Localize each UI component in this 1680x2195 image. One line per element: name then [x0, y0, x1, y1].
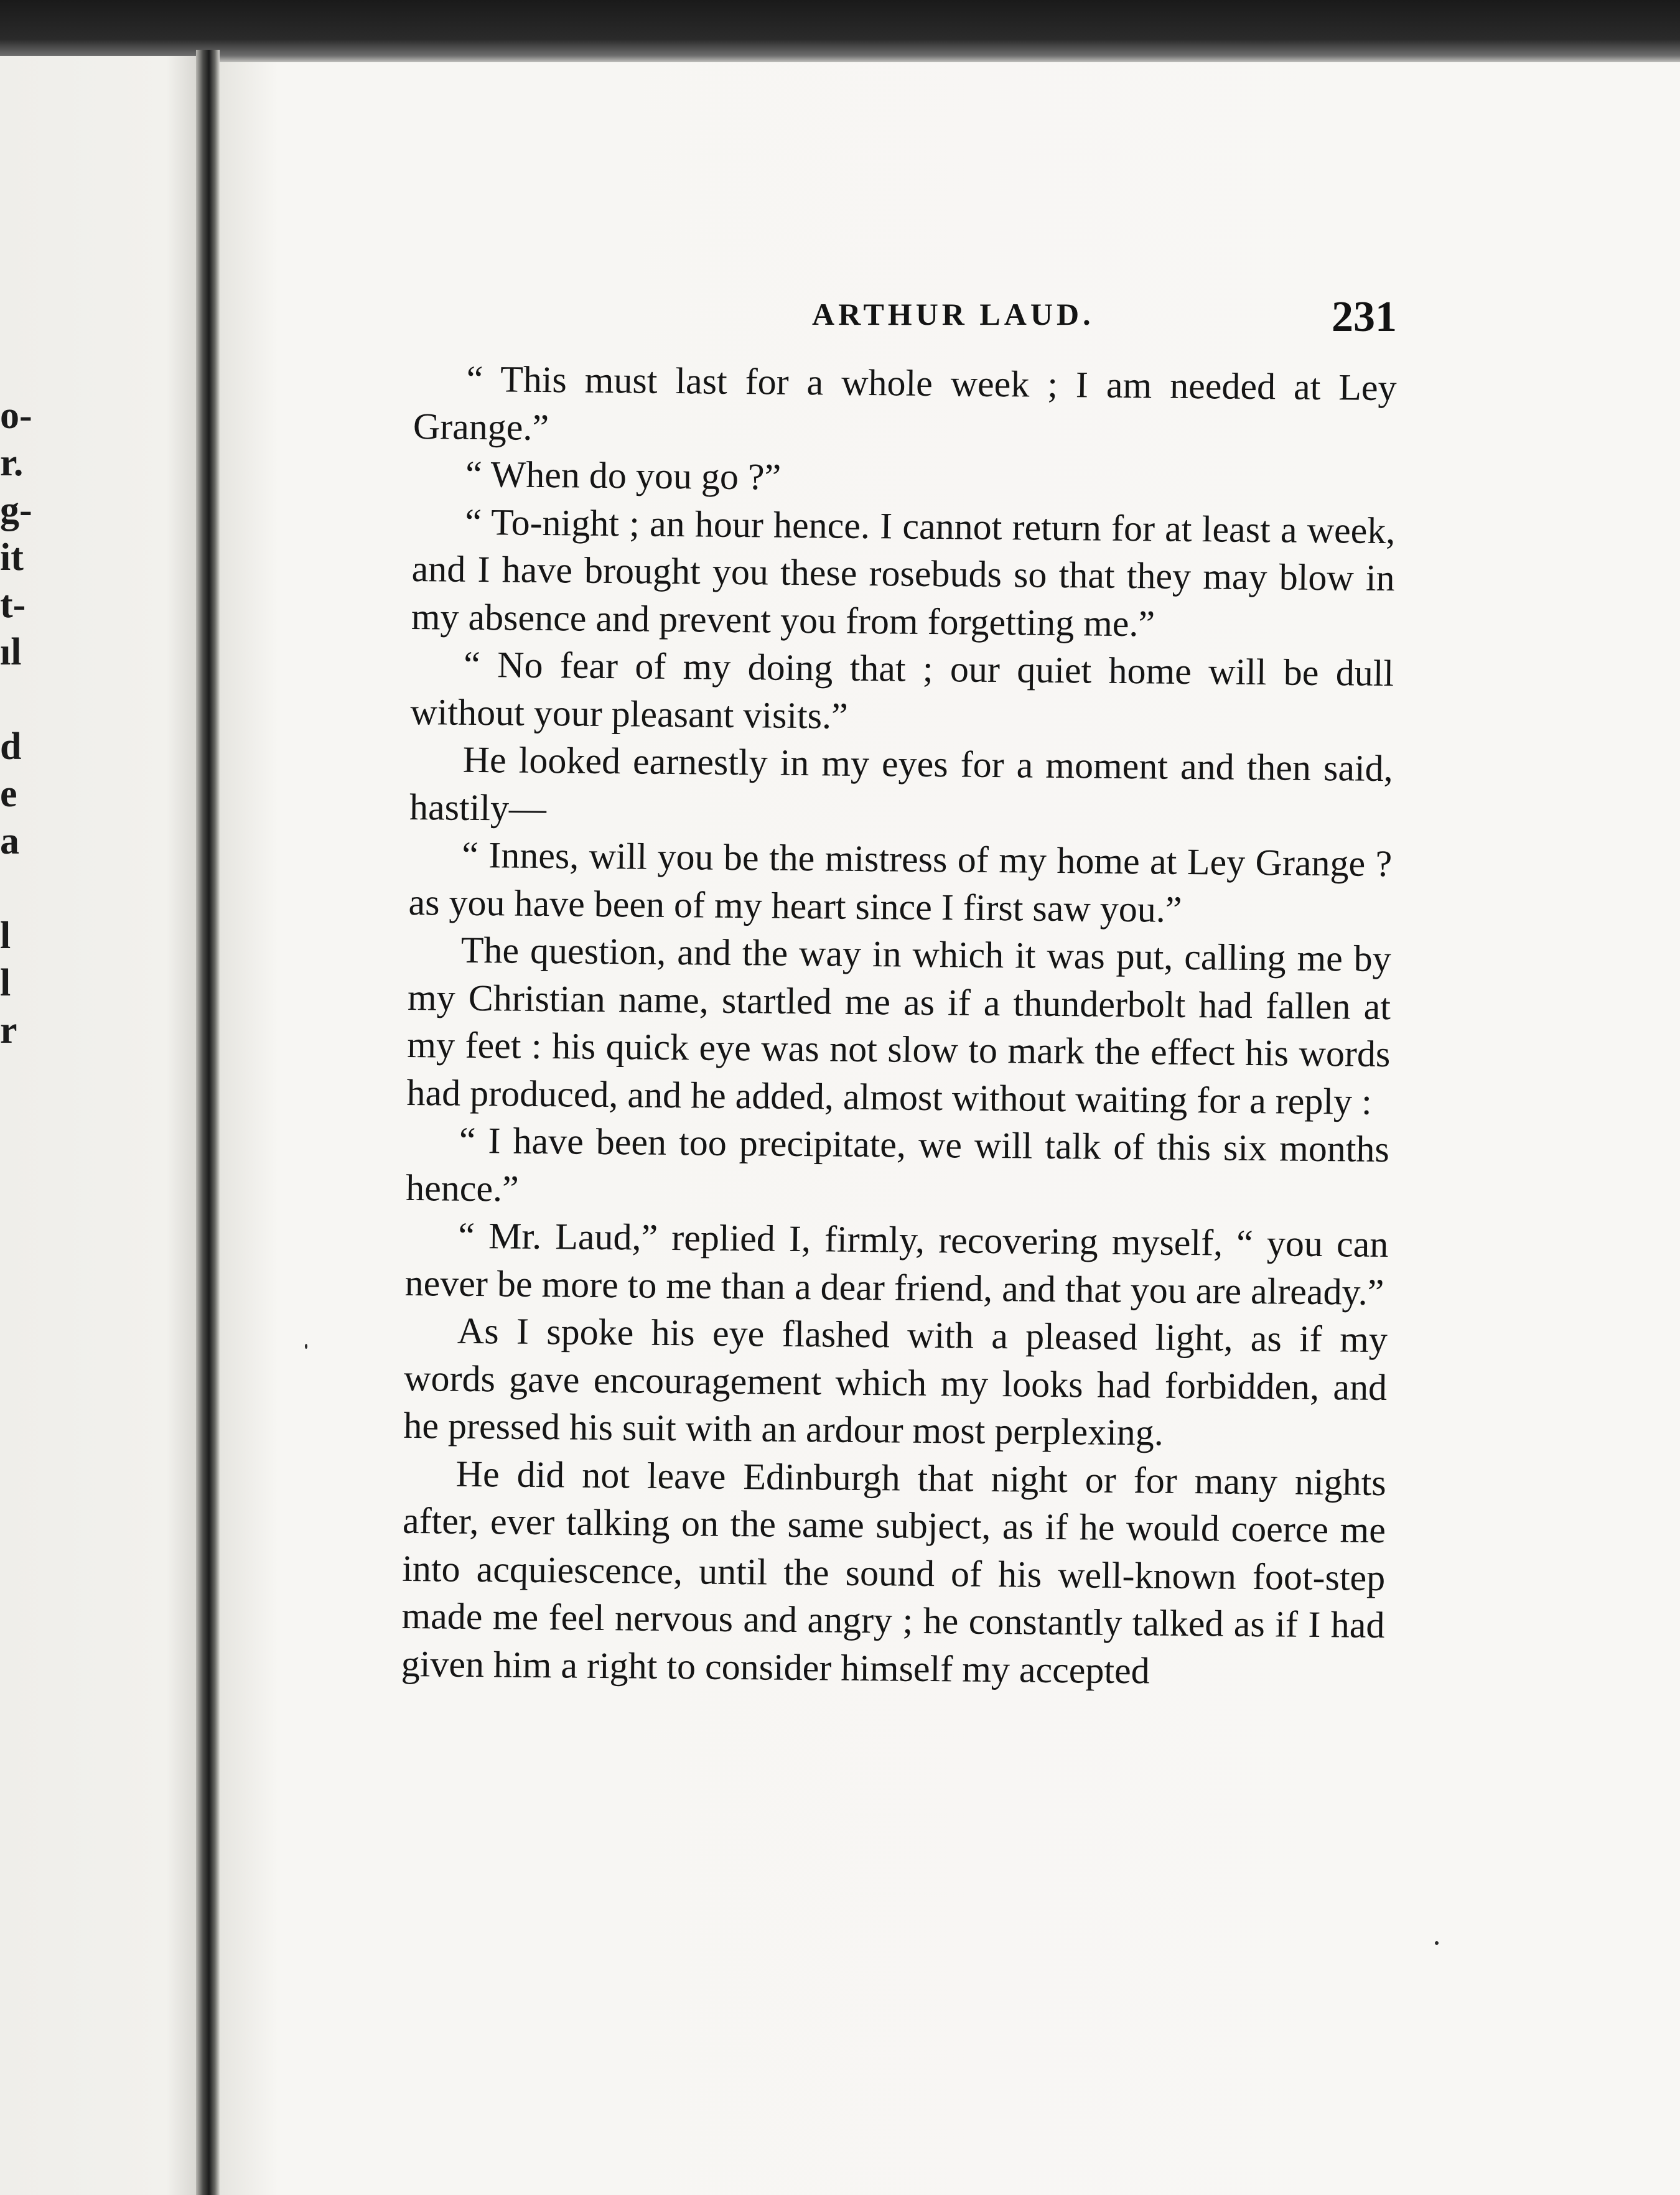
fragment-line: g-: [0, 489, 32, 531]
page-number: 231: [1332, 293, 1397, 341]
book-gutter: [196, 50, 220, 2195]
fragment-line: it: [0, 536, 24, 579]
paragraph: “ Innes, will you be the mistress of my home at Ley Grange ? as you have been of my heart since I first saw you.”: [408, 834, 1393, 930]
paragraph: “ This must last for a whole week ; I am needed at Ley Grange.”: [413, 358, 1397, 448]
left-page-text-fragment: [0, 392, 37, 1054]
left-page-strip: [0, 56, 196, 2195]
fragment-line: [0, 676, 37, 723]
paragraph: He did not leave Edinburgh that night or for many nights after, ever talking on the same subject, as if he would coerce me into acquiescence, until the sound of his well-known foot-step made me feel nervous and angry ; he constantly talked as if I had given him a right to consider himself my accepted: [401, 1453, 1386, 1691]
fragment-line: [0, 865, 37, 912]
fragment-line: r: [0, 1009, 17, 1051]
running-head-title: ARTHUR LAUD.: [812, 297, 1094, 332]
paragraph: The question, and the way in which it was put, calling me by my Christian name, startled me as if a thunderbolt had fallen at my feet : his quick eye was not slow to mark the effect his words had produced, and he added, almost without waiting for a reply :: [406, 929, 1392, 1122]
fragment-line: r.: [0, 442, 24, 484]
paragraph: “ When do you go ?”: [465, 453, 782, 498]
scan-top-edge: [0, 0, 1680, 65]
fragment-line: t-: [0, 584, 26, 626]
paragraph: “ I have been too precipitate, we will talk of this six months hence.”: [405, 1119, 1390, 1209]
running-head: [414, 292, 1397, 342]
fragment-line: l: [0, 915, 11, 957]
fragment-line: a: [0, 820, 19, 862]
paper-speck: [305, 1344, 307, 1349]
fragment-line: l: [0, 962, 11, 1004]
paragraph: “ Mr. Laud,” replied I, firmly, recovering myself, “ you can never be more to me than a dear friend, and that you are already.”: [404, 1214, 1389, 1313]
body-text: [401, 355, 1396, 1697]
paragraph: He looked earnestly in my eyes for a moment and then said, hastily—: [409, 739, 1394, 829]
fragment-line: ıl: [0, 631, 22, 673]
paragraph: “ To-night ; an hour hence. I cannot return for at least a week, and I have brought you these rosebuds so that they may blow in my absence and prevent you from forgetting me.”: [411, 501, 1396, 644]
paper-speck: [1435, 1941, 1439, 1945]
fragment-line: d: [0, 725, 22, 768]
paragraph: “ No fear of my doing that ; our quiet home will be dull without your pleasant visits.”: [410, 643, 1394, 737]
fragment-line: o-: [0, 394, 32, 437]
fragment-line: e: [0, 773, 17, 815]
paragraph: As I spoke his eye flashed with a pleased light, as if my words gave encouragement which my looks had forbidden, and he pressed his suit with an ardour most perplexing.: [403, 1310, 1388, 1453]
